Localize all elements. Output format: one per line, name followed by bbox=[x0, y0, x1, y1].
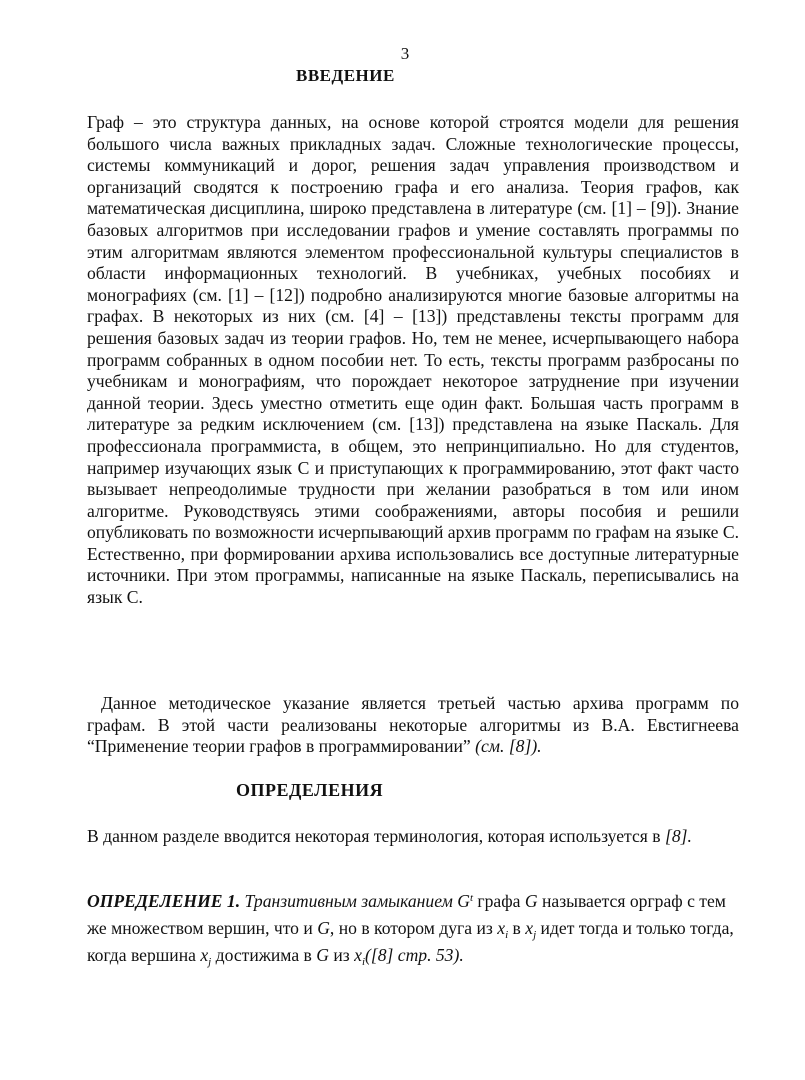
math-g: G bbox=[524, 891, 538, 911]
definition-1-text-c: , но в котором дуга из bbox=[329, 918, 493, 938]
definitions-intro bbox=[87, 826, 739, 848]
definitions-heading: ОПРЕДЕЛЕНИЯ bbox=[236, 780, 384, 800]
math-sup-t: t bbox=[469, 892, 473, 904]
math-sub-i: i bbox=[505, 929, 509, 941]
definition-1-text-a: графа bbox=[477, 891, 521, 911]
definition-1-text-d: в bbox=[512, 918, 521, 938]
definitions-intro-ref: [8]. bbox=[664, 826, 692, 846]
math-sub-j: j bbox=[533, 929, 537, 941]
math-x: x bbox=[200, 945, 209, 965]
math-x: x bbox=[354, 945, 362, 965]
math-sub-i: i bbox=[361, 956, 366, 968]
math-g: G bbox=[317, 918, 330, 938]
definition-1-text-b: называется орграф с тем же множеством вершин, что и bbox=[87, 891, 726, 938]
intro-heading: ВВЕДЕНИЕ bbox=[296, 66, 395, 85]
definition-1-text-g: из bbox=[333, 945, 350, 965]
definition-1-title: ОПРЕДЕЛЕНИЕ 1. bbox=[87, 891, 241, 911]
definitions-intro-text: В данном разделе вводится некоторая терминология, которая используется в bbox=[87, 826, 661, 846]
math-x: x bbox=[525, 918, 534, 938]
math-x: x bbox=[497, 918, 506, 938]
math-g: G bbox=[457, 891, 470, 911]
math-g: G bbox=[316, 945, 329, 965]
intro-paragraph-2-text: Данное методическое указание является третьей частью архива программ по графам. В этой части реализованы некоторые алгоритмы из В.А. Евстигнеева “Применение теории графов в программировании” bbox=[87, 693, 739, 757]
definition-1 bbox=[87, 888, 739, 969]
math-sub-j: j bbox=[208, 956, 212, 968]
definition-1-ref: ([8] стр. 53). bbox=[365, 945, 464, 965]
definition-1-text-e: идет тогда и только тогда, когда вершина bbox=[87, 918, 734, 965]
intro-paragraph-2 bbox=[87, 693, 739, 758]
intro-paragraph: Граф – это структура данных, на основе которой строятся модели для решения большого числа важных прикладных задач. Сложные технологические процессы, системы коммуникаций и дорог, решения задач управления производством и организаций сводятся к построению графа и его анализа. Теория графов, как математическая дисциплина, широко представлена в литературе (см. [1] – [9]). Знание базовых алгоритмов при исследовании графов и умение составлять программы по этим алгоритмам являются элементом профессиональной культуры специалистов в области информационных технологий. В учебниках, учебных пособиях и монографиях (см. [1] – [12]) подробно анализируются многие базовые алгоритмы на графах. В некоторых из них (см. [4] – [13]) представлены тексты программ для решения базовых задач из теории графов. Но, тем не менее, исчерпывающего набора программ собранных в одном пособии нет. То есть, тексты программ разбросаны по учебникам и монографиям, что порождает некоторое затруднение при изучении данной теории. Здесь уместно отметить еще один факт. Большая часть программ в литературе за редким исключением (см. [13]) представлена на языке Паскаль. Для профессионала программиста, в общем, это непринципиально. Но для студентов, например изучающих язык С и приступающих к программированию, этот факт часто вызывает непреодолимые трудности при желании разобраться в том или ином алгоритме. Руководствуясь этими соображениями, авторы пособия и решили опубликовать по возможности исчерпывающий архив программ по графам на языке С. Естественно, при формировании архива использовались все доступные литературные источники. При этом программы, написанные на языке Паскаль, переписывались на язык С. bbox=[87, 112, 739, 608]
definition-1-term: Транзитивным замыканием bbox=[244, 891, 453, 911]
intro-paragraph-2-ref: (см. [8]). bbox=[475, 736, 542, 757]
page-number: 3 bbox=[400, 44, 410, 63]
definition-1-text-f: достижима в bbox=[215, 945, 312, 965]
